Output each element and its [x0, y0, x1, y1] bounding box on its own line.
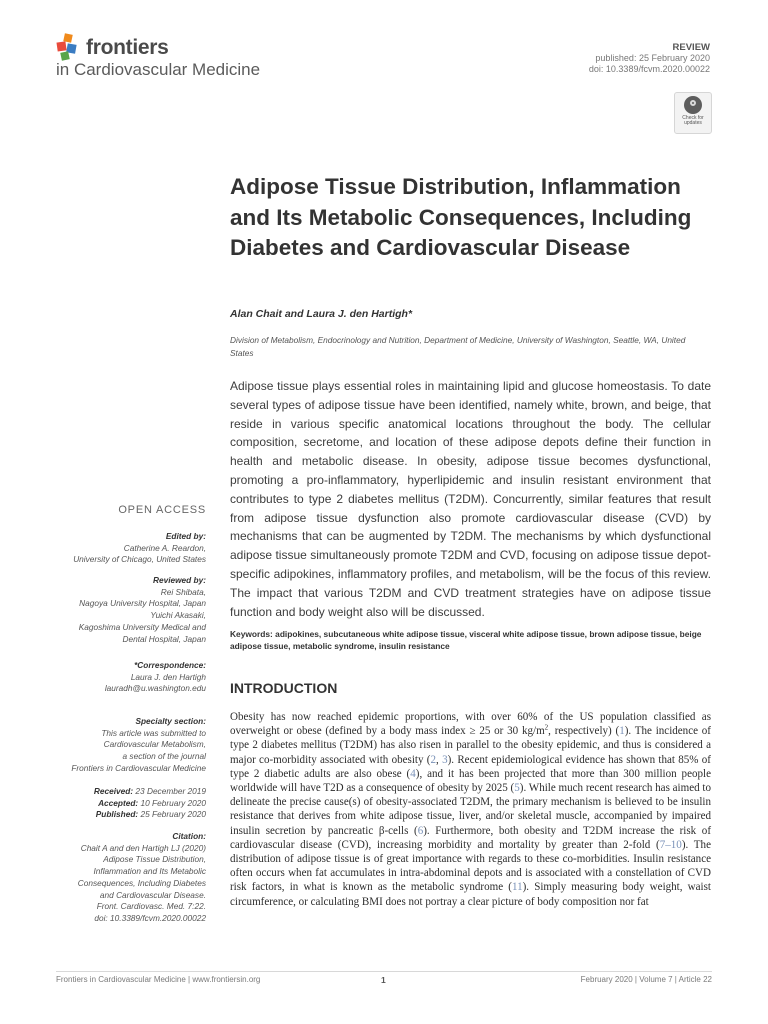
- citation-text: Front. Cardiovasc. Med. 7:22.: [96, 901, 206, 912]
- keywords-text: adipokines, subcutaneous white adipose tissue, visceral white adipose tissue, brown adipose tissue, beige adipose tissue, metabolic syndrome, insulin resistance: [230, 629, 702, 651]
- reviewed-by-label: Reviewed by:: [152, 575, 206, 585]
- open-access-label: OPEN ACCESS: [118, 504, 206, 516]
- journal-name: in Cardiovascular Medicine: [56, 60, 261, 79]
- keywords-label: Keywords:: [230, 629, 273, 639]
- reference-link[interactable]: 3: [442, 753, 448, 766]
- dates-section: [26, 786, 206, 821]
- footer-divider: [56, 971, 712, 972]
- citation-text: Consequences, Including Diabetes: [77, 877, 206, 888]
- check-for-updates-button[interactable]: [674, 92, 712, 134]
- doi[interactable]: doi: 10.3389/fcvm.2020.00022: [588, 64, 710, 74]
- specialty-section: [26, 716, 206, 775]
- edited-by-section: [26, 531, 206, 566]
- reviewer-affiliation: Kagoshima University Medical and: [78, 621, 206, 632]
- article-meta: [589, 42, 710, 75]
- published-date: published: 25 February 2020: [595, 53, 710, 63]
- keywords: [230, 628, 711, 652]
- article-title: Adipose Tissue Distribution, Inflammation and Its Metabolic Consequences, Including Diabetes and Cardiovascular Disease: [230, 174, 692, 260]
- brand-name: frontiers: [86, 36, 169, 59]
- citation-text: Adipose Tissue Distribution,: [103, 854, 206, 865]
- specialty-text: This article was submitted to: [101, 727, 206, 738]
- check-updates-icon: [684, 96, 702, 114]
- affiliation: Division of Metabolism, Endocrinology and Nutrition, Department of Medicine, University of Washington, Seattle, WA, United States: [230, 335, 686, 358]
- reviewer-affiliation: Nagoya University Hospital, Japan: [79, 598, 206, 609]
- reference-link[interactable]: 11: [511, 881, 523, 894]
- edited-by-label: Edited by:: [165, 531, 206, 541]
- citation-text: Chait A and den Hartigh LJ (2020): [80, 842, 206, 853]
- citation-section: [26, 831, 206, 925]
- reviewer-affiliation: Dental Hospital, Japan: [122, 633, 206, 644]
- reference-link[interactable]: 6: [417, 824, 424, 837]
- abstract: Adipose tissue plays essential roles in maintaining lipid and glucose homeostasis. To date several types of adipose tissue have been identified, namely white, brown, and beige, that reside in various specific anatomical locations throughout the body. The cellular composition, secretome, and location of these adipose depots define their function in health and metabolic disease. In obesity, adipose tissue becomes dysfunctional, promoting a pro-inflammatory, hyperlipidemic and insulin resistant environment that contributes to type 2 diabetes mellitus (T2DM). Concurrently, similar features that result from adipose tissue dysfunction also promote cardiovascular disease (CVD) by mechanisms that can be augmented by T2DM. The mechanisms by which dysfunctional adipose tissue simultaneously promote T2DM and CVD, focusing on adipose tissue depot-specific adipokines, inflammatory profiles, and metabolism, will be the focus of this review. The impact that various T2DM and CVD treatment strategies have on adipose tissue function and body weight also will be discussed.: [230, 379, 711, 619]
- received-date: Received: 23 December 2019: [93, 786, 206, 796]
- correspondence-label: *Correspondence:: [134, 660, 206, 670]
- introduction-paragraph: Obesity has now reached epidemic proportions, with over 60% of the US population classified as overweight or obese (defined by a body mass index ≥ 25 or 30 $kg/m^2$, respectively) (1). The incidence of type 2 diabetes mellitus (T2DM) has also risen in parallel to the obesity epidemic, and thus is considered a major co-morbidity associated with obesity (2, 3). Recent epidemiological evidence has shown that 85% of type 2 diabetic adults are also obese (4), and it has been projected that more than 300 million people worldwide will have T2D as a consequence of obesity by 2025 (5). While much recent research has aimed to delineate the precise cause(s) of obesity-associated T2DM, the primary mechanism is believed to be insulin resistance that derives from white adipose tissue, liver, and/or skeletal muscle, accompanied by impaired insulin secretion by pancreatic β-cells (6). Furthermore, both obesity and T2DM increase the risk of cardiovascular disease (CVD), increasing morbidity and mortality by greater than 2-fold (7–10). The distribution of adipose tissue is of great importance with regards to these co-morbidities. Insulin resistance often occurs when fat accumulates in intra-abdominal depots and is associated with a constellation of CVD risk factors, in what is known as the metabolic syndrome (11). Simply measuring body weight, waist circumference, or calculating BMI does not portray a clear picture of body composition nor fat: [230, 711, 712, 908]
- citation-text: Inflammation and Its Metabolic: [93, 866, 206, 877]
- reviewer-name: Yuichi Akasaki,: [150, 610, 206, 621]
- specialty-text: Cardiovascular Metabolism,: [103, 739, 206, 750]
- editor-name: Catherine A. Reardon,: [123, 542, 206, 553]
- authors: Alan Chait and Laura J. den Hartigh*: [230, 308, 413, 320]
- check-updates-label: Check for updates: [682, 115, 704, 126]
- accepted-date: Accepted: 10 February 2020: [98, 797, 206, 808]
- reference-link[interactable]: 5: [514, 782, 520, 795]
- specialty-text: a section of the journal: [122, 751, 206, 762]
- citation-label: Citation:: [172, 831, 206, 841]
- footer-journal[interactable]: Frontiers in Cardiovascular Medicine | www.frontiersin.org: [56, 975, 261, 984]
- reference-link[interactable]: 4: [410, 767, 416, 780]
- reference-link[interactable]: 2: [430, 753, 437, 766]
- reference-link[interactable]: 1: [619, 725, 625, 738]
- editor-affiliation: University of Chicago, United States: [73, 554, 206, 565]
- published-date-sidebar: Published: 25 February 2020: [95, 809, 206, 820]
- article-type: REVIEW: [672, 42, 710, 53]
- reviewed-by-section: [26, 575, 206, 645]
- footer-issue: February 2020 | Volume 7 | Article 22: [580, 975, 712, 984]
- citation-doi[interactable]: doi: 10.3389/fcvm.2020.00022: [94, 912, 206, 923]
- correspondence-name: Laura J. den Hartigh: [130, 671, 206, 682]
- section-heading-introduction: INTRODUCTION: [230, 680, 338, 696]
- specialty-text: Frontiers in Cardiovascular Medicine: [71, 762, 206, 773]
- specialty-label: Specialty section:: [135, 716, 206, 726]
- correspondence-section: [26, 660, 206, 695]
- citation-text: and Cardiovascular Disease.: [99, 889, 206, 900]
- correspondence-email[interactable]: lauradh@u.washington.edu: [104, 683, 206, 694]
- page-number: 1: [381, 975, 386, 985]
- reviewer-name: Rei Shibata,: [160, 586, 206, 597]
- reference-link[interactable]: 7–10: [659, 838, 682, 851]
- frontiers-logo-icon: [55, 33, 85, 63]
